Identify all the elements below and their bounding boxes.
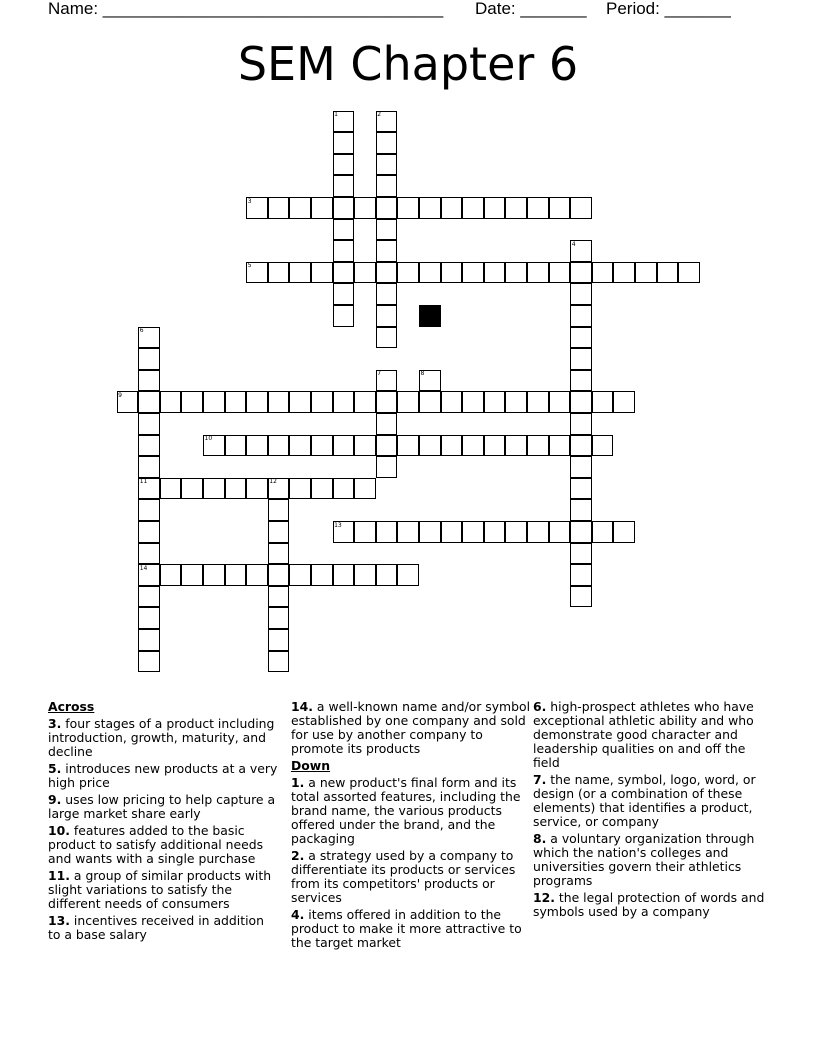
grid-cell[interactable] xyxy=(246,391,268,413)
grid-cell[interactable] xyxy=(160,478,182,500)
grid-cell[interactable] xyxy=(246,435,268,457)
name-field-label: Name: ____________________________________ xyxy=(48,0,444,18)
grid-cell[interactable] xyxy=(441,435,463,457)
grid-cell[interactable] xyxy=(570,262,592,284)
grid-cell[interactable] xyxy=(138,456,160,478)
grid-cell[interactable] xyxy=(570,391,592,413)
grid-cell[interactable] xyxy=(225,391,247,413)
grid-cell[interactable] xyxy=(138,521,160,543)
grid-cell[interactable] xyxy=(505,197,527,219)
grid-cell[interactable] xyxy=(376,456,398,478)
grid-cell[interactable] xyxy=(462,435,484,457)
grid-cell[interactable] xyxy=(246,478,268,500)
grid-cell[interactable] xyxy=(441,262,463,284)
grid-cell[interactable] xyxy=(225,564,247,586)
grid-cell[interactable] xyxy=(505,435,527,457)
grid-cell[interactable] xyxy=(268,629,290,651)
grid-cell[interactable] xyxy=(138,543,160,565)
grid-cell[interactable] xyxy=(333,240,355,262)
grid-cell[interactable] xyxy=(376,262,398,284)
grid-cell[interactable] xyxy=(419,197,441,219)
grid-cell[interactable] xyxy=(419,262,441,284)
grid-cell[interactable] xyxy=(441,521,463,543)
clue-number-label: 5 xyxy=(247,262,252,270)
grid-cell[interactable] xyxy=(613,391,635,413)
grid-cell[interactable] xyxy=(268,607,290,629)
clues-column-3 xyxy=(533,700,773,922)
clue-number-label: 6 xyxy=(139,327,144,335)
grid-cell[interactable] xyxy=(354,478,376,500)
grid-cell[interactable] xyxy=(527,262,549,284)
period-field-label: Period: _______ xyxy=(606,0,731,18)
grid-cell[interactable] xyxy=(397,391,419,413)
grid-cell[interactable] xyxy=(592,391,614,413)
down-clue-7: 7. the name, symbol, logo, word, or design (or a combination of these elements) that identifies a product, service, or company xyxy=(533,772,756,829)
grid-cell[interactable] xyxy=(354,564,376,586)
clues-column-1 xyxy=(48,700,280,945)
grid-cell[interactable] xyxy=(333,197,355,219)
date-field-label: Date: _______ xyxy=(475,0,587,18)
grid-cell[interactable] xyxy=(289,197,311,219)
grid-cell[interactable] xyxy=(333,391,355,413)
grid-cell[interactable] xyxy=(484,391,506,413)
grid-cell[interactable] xyxy=(570,499,592,521)
grid-cell[interactable] xyxy=(570,435,592,457)
down-clue-8: 8. a voluntary organization through which the nation's colleges and universities govern their athletics programs xyxy=(533,831,755,888)
grid-cell[interactable] xyxy=(549,521,571,543)
grid-cell[interactable] xyxy=(397,435,419,457)
clue-number-label: 2 xyxy=(377,111,382,119)
grid-cell[interactable] xyxy=(268,435,290,457)
clue-number-label: 1 xyxy=(334,111,338,119)
grid-cell[interactable] xyxy=(484,521,506,543)
grid-cell[interactable] xyxy=(376,564,398,586)
grid-cell[interactable] xyxy=(138,413,160,435)
grid-cell[interactable] xyxy=(376,327,398,349)
grid-cell[interactable] xyxy=(160,391,182,413)
grid-cell[interactable] xyxy=(570,521,592,543)
grid-cell[interactable] xyxy=(268,262,290,284)
grid-cell[interactable] xyxy=(268,391,290,413)
grid-cell[interactable] xyxy=(376,175,398,197)
grid-cell[interactable] xyxy=(138,651,160,673)
grid-cell[interactable] xyxy=(354,435,376,457)
grid-cell[interactable] xyxy=(549,197,571,219)
clue-number-label: 8 xyxy=(420,370,425,378)
grid-cell[interactable] xyxy=(225,478,247,500)
grid-cell[interactable] xyxy=(289,391,311,413)
grid-cell[interactable] xyxy=(419,435,441,457)
down-clue-2: 2. a strategy used by a company to differentiate its products or services from its competitors' products or services xyxy=(291,848,516,905)
grid-cell[interactable] xyxy=(289,262,311,284)
grid-cell[interactable] xyxy=(333,478,355,500)
grid-cell[interactable] xyxy=(592,262,614,284)
grid-cell[interactable] xyxy=(376,283,398,305)
grid-cell[interactable] xyxy=(441,197,463,219)
across-clue-9: 9. uses low pricing to help capture a large market share early xyxy=(48,792,276,821)
grid-cell[interactable] xyxy=(570,327,592,349)
grid-cell[interactable] xyxy=(570,478,592,500)
grid-cell[interactable] xyxy=(570,283,592,305)
grid-cell[interactable] xyxy=(354,262,376,284)
grid-cell[interactable] xyxy=(268,564,290,586)
across-heading: Across xyxy=(48,699,95,714)
grid-cell[interactable] xyxy=(333,154,355,176)
across-clue-3: 3. four stages of a product including introduction, growth, maturity, and decline xyxy=(48,716,275,759)
grid-cell[interactable] xyxy=(203,478,225,500)
clue-number-label: 3 xyxy=(247,197,252,205)
across-clue-14: 14. a well-known name and/or symbol established by one company and sold for use by another company to promote its products xyxy=(291,699,531,756)
grid-cell[interactable] xyxy=(311,391,333,413)
grid-cell[interactable] xyxy=(592,435,614,457)
grid-cell[interactable] xyxy=(181,564,203,586)
grid-cell[interactable] xyxy=(505,391,527,413)
grid-cell[interactable] xyxy=(268,521,290,543)
grid-cell[interactable] xyxy=(376,197,398,219)
clue-number-label: 12 xyxy=(269,478,277,486)
grid-cell[interactable] xyxy=(635,262,657,284)
down-clue-4: 4. items offered in addition to the product to make it more attractive to the target market xyxy=(291,907,522,950)
grid-cell[interactable] xyxy=(397,564,419,586)
grid-cell[interactable] xyxy=(549,391,571,413)
grid-cell[interactable] xyxy=(333,175,355,197)
grid-cell[interactable] xyxy=(570,564,592,586)
grid-cell[interactable] xyxy=(613,521,635,543)
grid-cell[interactable] xyxy=(397,262,419,284)
grid-cell[interactable] xyxy=(311,435,333,457)
grid-cell[interactable] xyxy=(527,391,549,413)
grid-cell[interactable] xyxy=(419,391,441,413)
grid-cell[interactable] xyxy=(527,197,549,219)
grid-cell[interactable] xyxy=(678,262,700,284)
grid-cell[interactable] xyxy=(354,197,376,219)
down-clue-6: 6. high-prospect athletes who have exceptional athletic ability and who demonstrate good character and leadership qualities on and off the field xyxy=(533,699,754,770)
grid-cell[interactable] xyxy=(138,607,160,629)
grid-cell[interactable] xyxy=(505,521,527,543)
grid-cell[interactable] xyxy=(311,262,333,284)
grid-cell[interactable] xyxy=(549,262,571,284)
down-clue-1: 1. a new product's final form and its total assorted features, including the brand name, the various products offered under the brand, and the packaging xyxy=(291,775,521,846)
grid-cell[interactable] xyxy=(138,348,160,370)
grid-block-cell xyxy=(419,305,441,327)
grid-cell[interactable] xyxy=(549,435,571,457)
grid-cell[interactable] xyxy=(376,219,398,241)
grid-cell[interactable] xyxy=(138,370,160,392)
grid-cell[interactable] xyxy=(333,219,355,241)
grid-cell[interactable] xyxy=(397,521,419,543)
grid-cell[interactable] xyxy=(592,521,614,543)
grid-cell[interactable] xyxy=(376,435,398,457)
grid-cell[interactable] xyxy=(570,456,592,478)
across-clue-5: 5. introduces new products at a very high price xyxy=(48,761,278,790)
grid-cell[interactable] xyxy=(570,305,592,327)
grid-cell[interactable] xyxy=(376,154,398,176)
grid-cell[interactable] xyxy=(462,262,484,284)
grid-cell[interactable] xyxy=(333,435,355,457)
grid-cell[interactable] xyxy=(505,262,527,284)
grid-cell[interactable] xyxy=(354,521,376,543)
grid-cell[interactable] xyxy=(333,564,355,586)
grid-cell[interactable] xyxy=(462,521,484,543)
grid-cell[interactable] xyxy=(181,478,203,500)
grid-cell[interactable] xyxy=(376,305,398,327)
grid-cell[interactable] xyxy=(138,391,160,413)
grid-cell[interactable] xyxy=(333,283,355,305)
grid-cell[interactable] xyxy=(181,391,203,413)
grid-cell[interactable] xyxy=(225,435,247,457)
grid-cell[interactable] xyxy=(376,521,398,543)
grid-cell[interactable] xyxy=(311,197,333,219)
grid-cell[interactable] xyxy=(570,370,592,392)
grid-cell[interactable] xyxy=(376,132,398,154)
grid-cell[interactable] xyxy=(441,391,463,413)
down-heading: Down xyxy=(291,758,331,773)
grid-cell[interactable] xyxy=(462,391,484,413)
grid-cell[interactable] xyxy=(268,499,290,521)
grid-cell[interactable] xyxy=(268,197,290,219)
grid-cell[interactable] xyxy=(570,348,592,370)
grid-cell[interactable] xyxy=(289,564,311,586)
grid-cell[interactable] xyxy=(311,478,333,500)
across-clue-13: 13. incentives received in addition to a base salary xyxy=(48,913,264,942)
clue-number-label: 10 xyxy=(204,435,213,443)
clue-number-label: 7 xyxy=(377,370,382,378)
grid-cell[interactable] xyxy=(138,629,160,651)
clues-column-2 xyxy=(291,700,531,953)
grid-cell[interactable] xyxy=(246,564,268,586)
grid-cell[interactable] xyxy=(268,586,290,608)
grid-cell[interactable] xyxy=(527,435,549,457)
grid-cell[interactable] xyxy=(311,564,333,586)
clue-number-label: 14 xyxy=(139,564,148,572)
grid-cell[interactable] xyxy=(333,305,355,327)
grid-cell[interactable] xyxy=(138,586,160,608)
page-title: SEM Chapter 6 xyxy=(237,37,579,91)
grid-cell[interactable] xyxy=(268,543,290,565)
clue-number-label: 11 xyxy=(139,478,148,486)
grid-cell[interactable] xyxy=(203,564,225,586)
grid-cell[interactable] xyxy=(397,197,419,219)
down-clue-12: 12. the legal protection of words and symbols used by a company xyxy=(533,890,765,919)
grid-cell[interactable] xyxy=(333,262,355,284)
grid-cell[interactable] xyxy=(613,262,635,284)
grid-cell[interactable] xyxy=(570,197,592,219)
across-clue-11: 11. a group of similar products with slight variations to satisfy the different needs of consumers xyxy=(48,868,272,911)
grid-cell[interactable] xyxy=(484,262,506,284)
clue-number-label: 13 xyxy=(334,521,342,529)
grid-cell[interactable] xyxy=(376,413,398,435)
grid-cell[interactable] xyxy=(354,391,376,413)
grid-cell[interactable] xyxy=(527,521,549,543)
grid-cell[interactable] xyxy=(268,651,290,673)
grid-cell[interactable] xyxy=(289,478,311,500)
grid-cell[interactable] xyxy=(289,435,311,457)
grid-cell[interactable] xyxy=(160,564,182,586)
clue-number-label: 9 xyxy=(118,391,122,399)
grid-cell[interactable] xyxy=(570,413,592,435)
grid-cell[interactable] xyxy=(462,197,484,219)
grid-cell[interactable] xyxy=(419,521,441,543)
grid-cell[interactable] xyxy=(203,391,225,413)
grid-cell[interactable] xyxy=(376,240,398,262)
clue-number-label: 4 xyxy=(571,240,576,248)
grid-cell[interactable] xyxy=(484,197,506,219)
grid-cell[interactable] xyxy=(138,499,160,521)
grid-cell[interactable] xyxy=(138,435,160,457)
grid-cell[interactable] xyxy=(333,132,355,154)
grid-cell[interactable] xyxy=(570,586,592,608)
grid-cell[interactable] xyxy=(376,391,398,413)
grid-cell[interactable] xyxy=(657,262,679,284)
across-clue-10: 10. features added to the basic product to satisfy additional needs and wants with a single purchase xyxy=(48,823,264,866)
grid-cell[interactable] xyxy=(570,543,592,565)
grid-cell[interactable] xyxy=(484,435,506,457)
